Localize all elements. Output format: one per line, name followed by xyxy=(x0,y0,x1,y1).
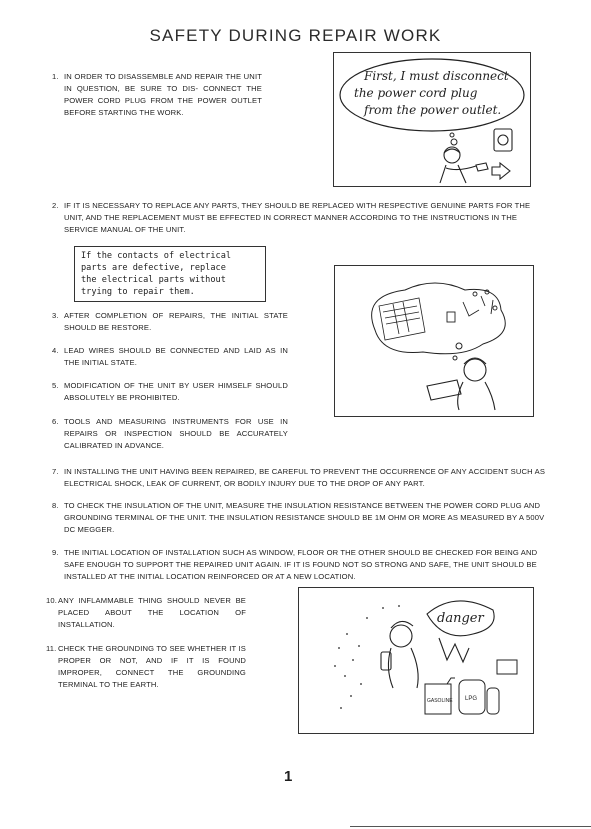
person-unplugging-illustration xyxy=(334,53,530,186)
schematic-page xyxy=(379,298,425,340)
illustration-disconnect-plug xyxy=(333,52,531,187)
person-figure xyxy=(440,147,476,183)
item-number: 2. xyxy=(52,201,59,210)
thought-dot xyxy=(451,139,457,145)
item-text: LEAD WIRES SHOULD BE CONNECTED AND LAID AS IN THE INITIAL STATE. xyxy=(64,346,288,367)
item-number: 9. xyxy=(52,548,59,557)
item-number: 3. xyxy=(52,311,59,320)
item-number: 10. xyxy=(46,596,58,605)
danger-sign-text: danger xyxy=(437,611,484,626)
item-number: 6. xyxy=(52,417,59,426)
item-number: 7. xyxy=(52,467,59,476)
note-box: If the contacts of electrical parts are defective, replace the electrical parts without trying to repair them. xyxy=(74,246,266,302)
list-item xyxy=(52,345,288,369)
item-number: 1. xyxy=(52,72,59,81)
item-text: TO CHECK THE INSULATION OF THE UNIT, MEASURE THE INSULATION RESISTANCE BETWEEN THE POWER CORD PLUG AND GROUNDING TERMINAL OF THE UNIT. THE INSULATION RESISTANCE SHOULD BE 1M OHM OR MORE AS MEASURED BY A 500V DC MEGGER. xyxy=(64,501,545,534)
item-number: 8. xyxy=(52,501,59,510)
illustration-danger-flammables xyxy=(298,587,534,734)
list-item xyxy=(52,380,288,404)
person-figure xyxy=(427,358,495,410)
list-item xyxy=(52,466,552,490)
person-with-manual-illustration xyxy=(335,266,533,416)
fuel-containers xyxy=(425,660,517,714)
list-item xyxy=(52,71,262,119)
item-text: IF IT IS NECESSARY TO REPLACE ANY PARTS, THEY SHOULD BE REPLACED WITH RESPECTIVE GENUINE PARTS FOR THE UNIT, AND THE REPLACEMENT MUST BE EFFECTED IN CORRECT MANNER ACCORDING TO THE INSTRUCTIONS IN THE SERVICE MANUAL OF THE UNIT. xyxy=(64,201,531,234)
plug-and-outlet xyxy=(476,129,512,179)
bottom-rule xyxy=(350,826,591,827)
item-text: MODIFICATION OF THE UNIT BY USER HIMSELF SHOULD ABSOLUTELY BE PROHIBITED. xyxy=(64,381,288,402)
list-item xyxy=(52,310,288,334)
item-text: ANY INFLAMMABLE THING SHOULD NEVER BE PLACED ABOUT THE LOCATION OF INSTALLATION. xyxy=(58,596,246,629)
thought-dot xyxy=(450,133,454,137)
item-text: THE INITIAL LOCATION OF INSTALLATION SUCH AS WINDOW, FLOOR OR THE OTHER SHOULD BE CHECKED FOR BEING AND SAFE ENOUGH TO SUPPORT THE REPAIRED UNIT AGAIN. IF IT IS FOUND NOT SO STRONG AND SAFE, THE UNIT SHOULD BE INSTALLED AT THE INITIAL LOCATION REINFORCED OR AT A NEW LOCATION. xyxy=(64,548,538,581)
bubble-line-3: from the power outlet. xyxy=(364,103,502,117)
item-text: AFTER COMPLETION OF REPAIRS, THE INITIAL STATE SHOULD BE RESTORE. xyxy=(64,311,288,332)
thought-cloud xyxy=(372,283,506,360)
item-text: IN INSTALLING THE UNIT HAVING BEEN REPAIRED, BE CAREFUL TO PREVENT THE OCCURRENCE OF ANY ACCIDENT SUCH AS ELECTRICAL SHOCK, LEAK OF CURRENT, OR BODILY INJURY DUE TO THE DROP OF ANY PART. xyxy=(64,467,546,488)
item-number: 5. xyxy=(52,381,59,390)
page-number: 1 xyxy=(284,768,293,785)
page-title: SAFETY DURING REPAIR WORK xyxy=(149,26,442,45)
list-item xyxy=(52,500,552,536)
can-label-gasoline: GASOLINE xyxy=(427,698,453,704)
item-number: 4. xyxy=(52,346,59,355)
illustration-reading-manual xyxy=(334,265,534,417)
item-text: TOOLS AND MEASURING INSTRUMENTS FOR USE IN REPAIRS OR INSPECTION SHOULD BE ACCURATELY CALIBRATED IN ADVANCE. xyxy=(64,417,288,450)
list-item xyxy=(46,643,246,691)
danger-sign xyxy=(427,601,494,662)
component-sketches xyxy=(447,290,497,322)
can-label-lpg: LPG xyxy=(465,696,478,702)
item-number: 11. xyxy=(46,644,57,653)
danger-spray-illustration xyxy=(299,588,533,733)
list-item xyxy=(52,416,288,452)
list-item xyxy=(52,547,552,583)
spray-dots xyxy=(334,605,400,709)
bubble-line-1: First, I must disconnect xyxy=(364,69,509,83)
list-item xyxy=(46,595,246,631)
person-figure xyxy=(381,621,418,688)
item-text: IN ORDER TO DISASSEMBLE AND REPAIR THE UNIT IN QUESTION, BE SURE TO DIS- CONNECT THE POWER CORD PLUG FROM THE POWER OUTLET BEFORE STARTING THE WORK. xyxy=(64,72,262,117)
bubble-line-2: the power cord plug xyxy=(354,86,478,100)
item-text: CHECK THE GROUNDING TO SEE WHETHER IT IS PROPER OR NOT, AND IF IT IS FOUND IMPROPER, CONNECT THE GROUNDING TERMINAL TO THE EARTH. xyxy=(58,644,246,689)
list-item xyxy=(52,200,552,236)
